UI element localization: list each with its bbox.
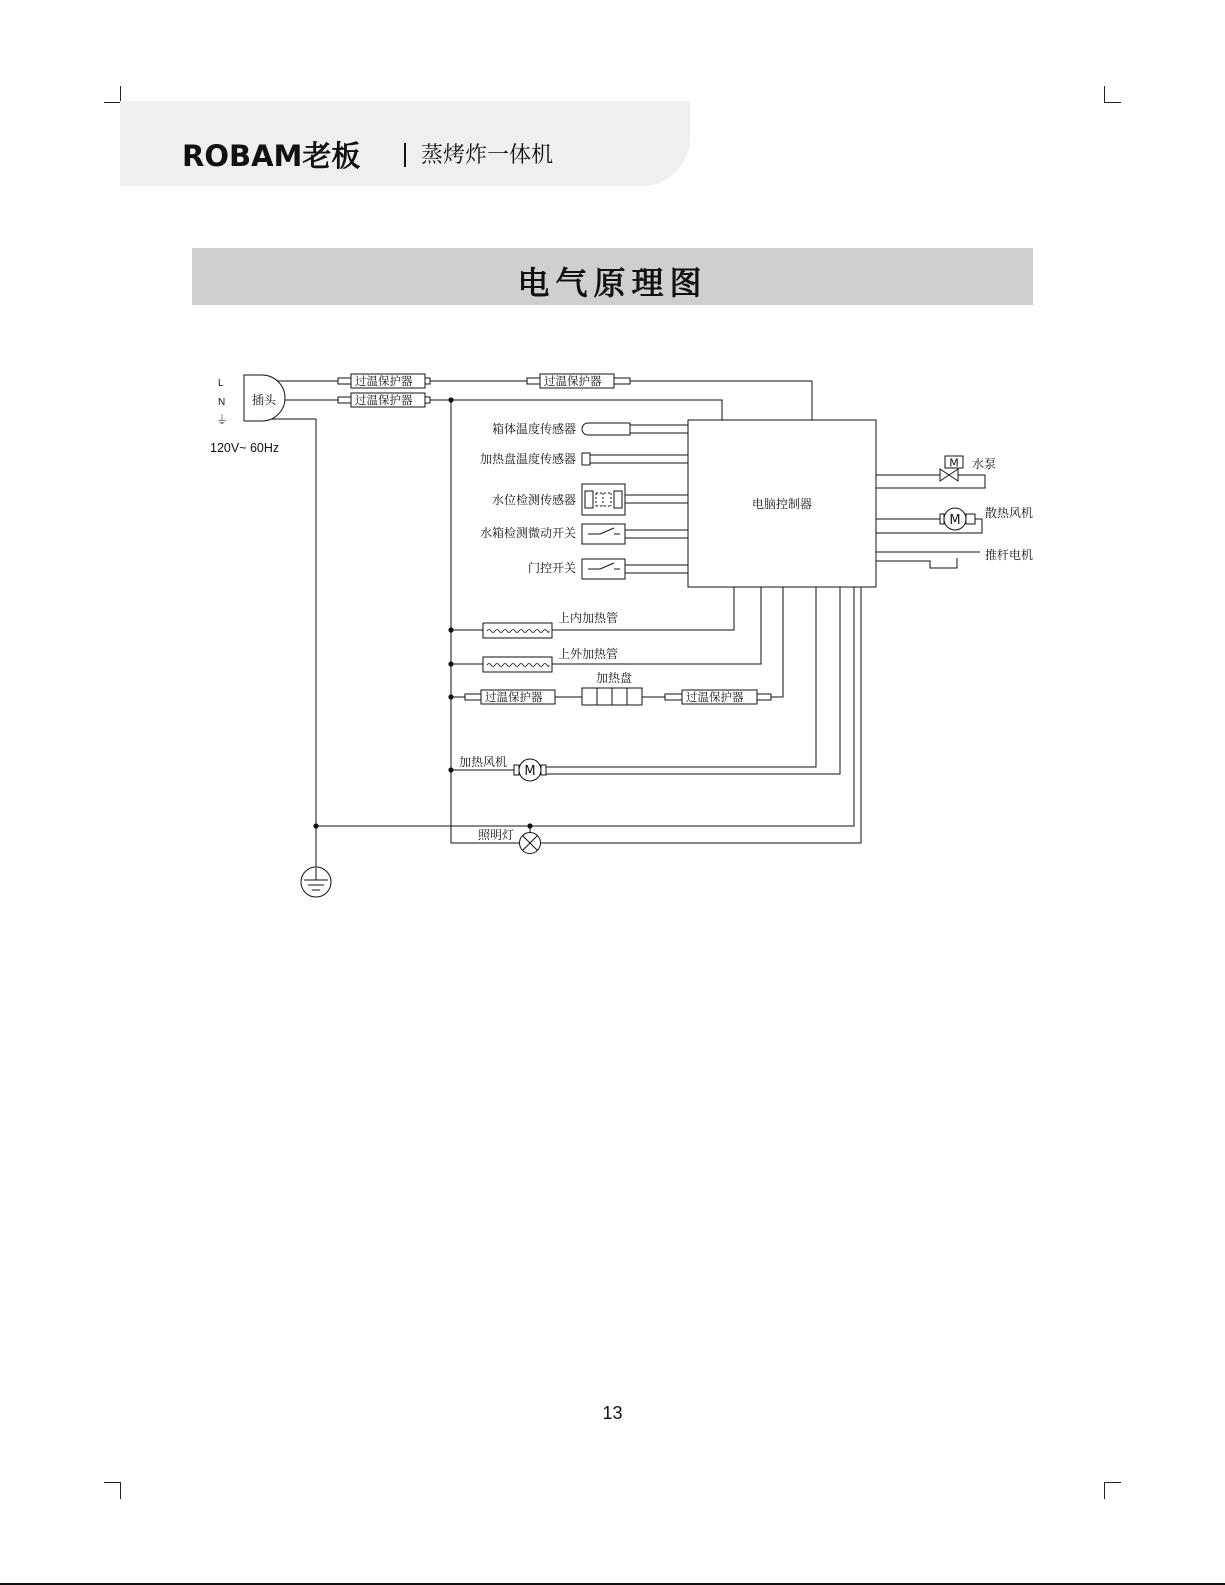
motor-letter: M bbox=[949, 513, 961, 528]
junction-dot bbox=[448, 397, 453, 402]
cavity-temp-sensor-label: 箱体温度传感器 bbox=[491, 422, 576, 436]
upper-outer-heater-symbol bbox=[483, 657, 552, 672]
product-name: 蒸烤炸一体机 bbox=[421, 143, 554, 168]
lamp-label: 照明灯 bbox=[478, 828, 515, 842]
lamp bbox=[478, 827, 541, 854]
door-switch-label: 门控开关 bbox=[527, 561, 576, 575]
cavity-temp-sensor-symbol bbox=[582, 423, 630, 435]
controller bbox=[688, 420, 876, 587]
plate-temp-sensor-label: 加热盘温度传感器 bbox=[479, 452, 576, 466]
heating-plate-label: 加热盘 bbox=[596, 671, 633, 685]
terminal-l-label: L bbox=[218, 378, 224, 389]
page-number: 13 bbox=[602, 1403, 623, 1423]
thermal-protector-label: 过温保护器 bbox=[355, 393, 413, 407]
terminal-ground-label: ⏚ bbox=[216, 413, 229, 427]
junction-dot bbox=[527, 823, 532, 828]
heating-fan bbox=[459, 754, 546, 781]
thermal-protector-label: 过温保护器 bbox=[485, 690, 543, 704]
plate-temp-sensor-symbol bbox=[582, 453, 590, 465]
controller-label: 电脑控制器 bbox=[751, 497, 813, 511]
thermal-protector-label: 过温保护器 bbox=[544, 374, 602, 388]
page-title: 电气原理图 bbox=[517, 264, 708, 302]
thermal-protector-l2 bbox=[527, 374, 630, 388]
tank-switch-label: 水箱检测微动开关 bbox=[479, 526, 576, 540]
upper-outer-heater-label: 上外加热管 bbox=[558, 647, 619, 661]
junction-dot bbox=[448, 661, 453, 666]
cooling-fan-label: 散热风机 bbox=[985, 506, 1034, 520]
junction-dot bbox=[448, 627, 453, 632]
plug-label: 插头 bbox=[252, 393, 277, 407]
terminal-n-label: N bbox=[218, 397, 226, 408]
push-motor-label: 推杆电机 bbox=[985, 548, 1034, 562]
crop-mark-bottom-left bbox=[104, 1482, 121, 1499]
water-level-sensor-symbol bbox=[582, 484, 625, 515]
junction-dot bbox=[448, 767, 453, 772]
water-level-sensor-label: 水位检测传感器 bbox=[491, 493, 576, 507]
cooling-fan-symbol bbox=[940, 508, 975, 530]
door-switch-symbol bbox=[582, 559, 625, 579]
plug bbox=[210, 375, 285, 455]
thermal-protector-label: 过温保护器 bbox=[355, 374, 413, 388]
pump-symbol bbox=[940, 456, 975, 481]
right-loads bbox=[940, 456, 1033, 562]
supply-rating: 120V~ 60Hz bbox=[210, 441, 280, 455]
junction-dot bbox=[313, 823, 318, 828]
junction-dot bbox=[448, 694, 453, 699]
heating-fan-label: 加热风机 bbox=[459, 755, 508, 769]
thermal-protector-label: 过温保护器 bbox=[686, 690, 744, 704]
crop-mark-bottom-right bbox=[1104, 1482, 1121, 1499]
thermal-protector-plate-right bbox=[665, 690, 771, 704]
tank-switch-symbol bbox=[582, 524, 625, 544]
brand-logo: ROBAM老板 bbox=[182, 139, 361, 173]
thermal-protector-n bbox=[338, 393, 430, 407]
thermal-protector-l1 bbox=[338, 374, 430, 388]
upper-inner-heater-label: 上内加热管 bbox=[558, 611, 619, 625]
motor-letter: M bbox=[949, 456, 959, 470]
motor-letter: M bbox=[524, 764, 536, 779]
thermal-protector-plate-left bbox=[465, 690, 555, 704]
sensors bbox=[480, 421, 630, 579]
ground-symbol bbox=[301, 867, 331, 897]
pump-label: 水泵 bbox=[972, 457, 997, 471]
upper-inner-heater-symbol bbox=[483, 623, 552, 638]
heating-plate-symbol bbox=[582, 688, 642, 705]
